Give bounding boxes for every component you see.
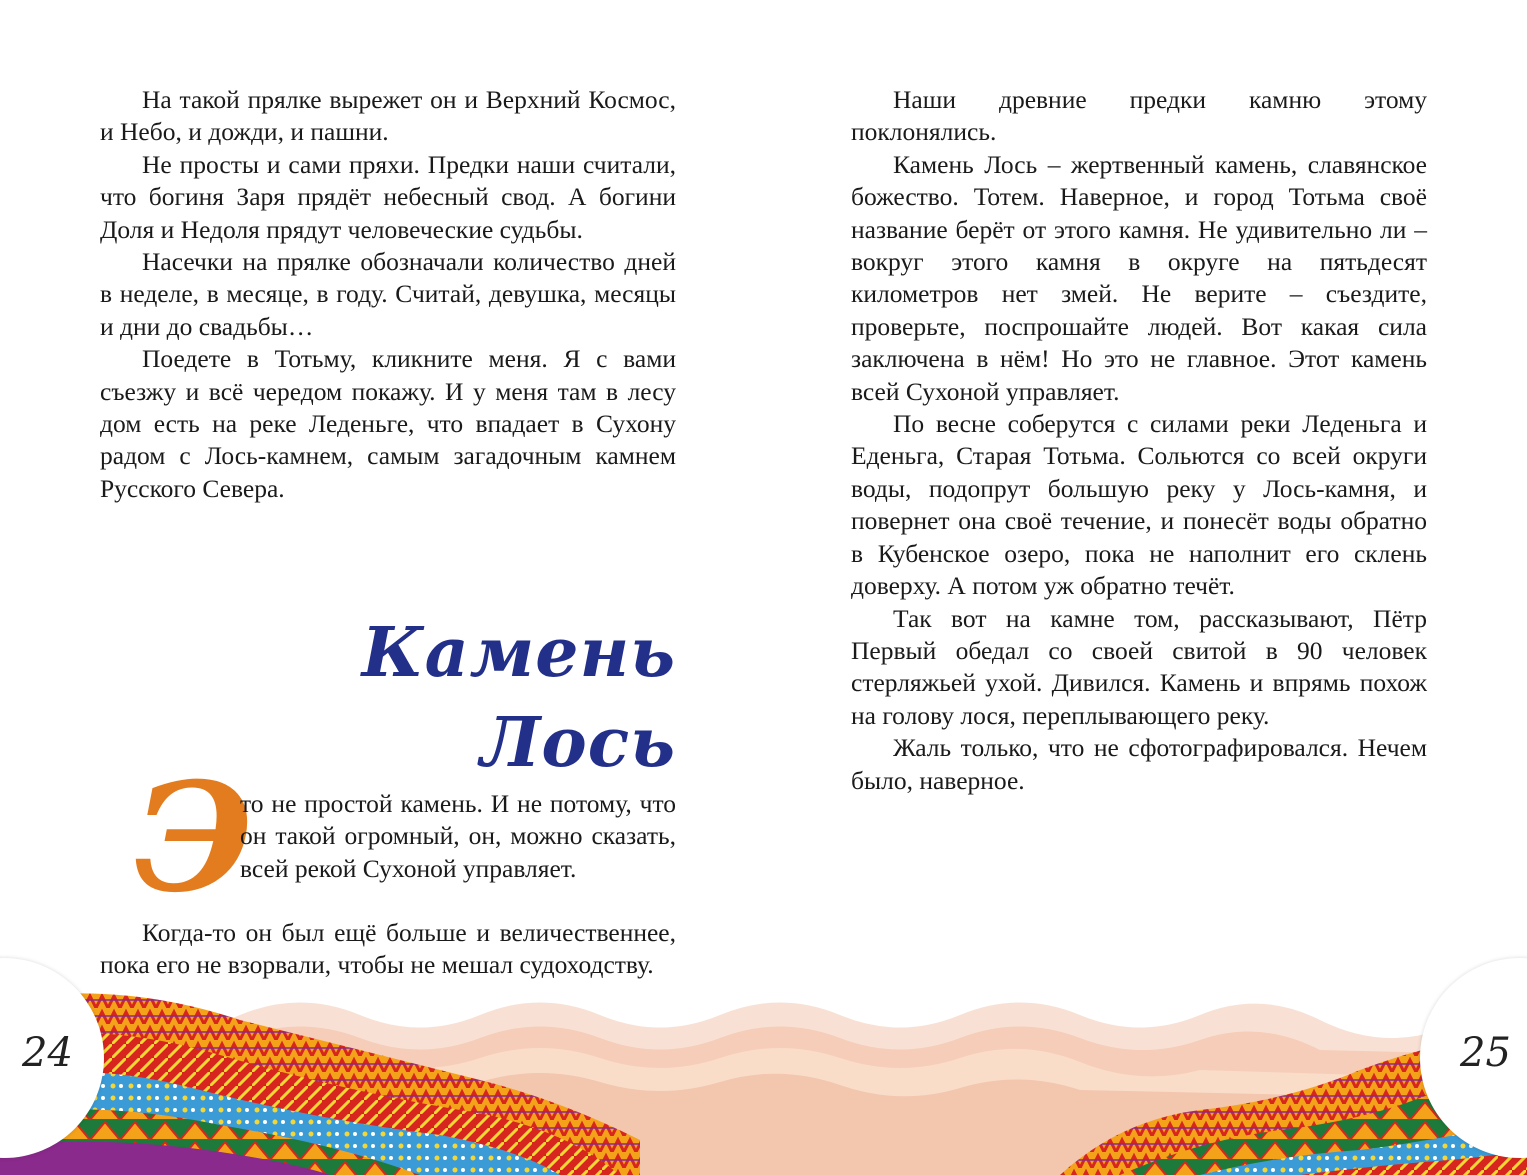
paragraph: На такой прялке вырежет он и Верхний Космос, и Небо, и дожди, и пашни. [100,85,676,147]
left-page-text [100,84,676,505]
paragraph: Так вот на камне том, рассказывают, Пётр Первый обедал со своей свитой в 90 человек стерляжьей ухой. Дивился. Камень и впрямь похож на голову лося, переплывающего реку. [851,603,1427,730]
paragraph: Наши древние предки камню этому поклонялись. [851,85,1427,147]
drop-cap-paragraph: то не простой камень. И не потому, что он такой огромный, он, можно сказать, всей рекой Сухоной управляет. [240,789,676,883]
paragraph: По весне соберутся с силами реки Леденьга и Еденьга, Старая Тотьма. Сольются со всей округи воды, подопрут большую реку у Лось-камня, и повернет она своё течение, и понесёт воды обратно в Кубенское озеро, пока не наполнит его склень доверху. А потом уж обратно течёт. [851,409,1427,601]
paragraph: Насечки на прялке обозначали количество дней в неделе, в месяце, в году. Считай, девушка, месяцы и дни до свадьбы… [100,247,676,341]
chapter-title: Камень Лось [361,613,676,783]
paragraph: Поедете в Тотьму, кликните меня. Я с вами съезжу и всё чередом покажу. И у меня там в лесу дом есть на реке Леденьге, что впадает в Сухону радом с Лось-камнем, самым загадочным камнем Русского Севера. [100,344,676,503]
paragraph: Когда-то он был ещё больше и величественнее, пока его не взорвали, чтобы не мешал судоходству. [100,918,676,980]
right-page-text [851,84,1427,797]
page-number-right: 25 [1460,1030,1511,1076]
drop-cap: Э [134,750,254,926]
paragraph: Не просты и сами пряхи. Предки наши считали, что богиня Заря прядёт небесный свод. А богини Доля и Недоля прядут человеческие судьбы. [100,149,676,244]
page-number-left: 24 [22,1030,73,1076]
folk-ornament-border [0,960,1527,1175]
paragraph: Камень Лось – жертвенный камень, славянское божество. Тотем. Наверное, и город Тотьма своё название берёт от этого камня. Не удивительно ли – вокруг этого камня в округе на пятьдесят километров нет змей. Не верите – съездите, проверьте, поспрошайте людей. Вот какая сила заключена в нём! Но это не главное. Этот камень всей Сухоной управляет. [851,149,1427,406]
paragraph: Жаль только, что не сфотографировался. Нечем было, наверное. [851,733,1427,795]
